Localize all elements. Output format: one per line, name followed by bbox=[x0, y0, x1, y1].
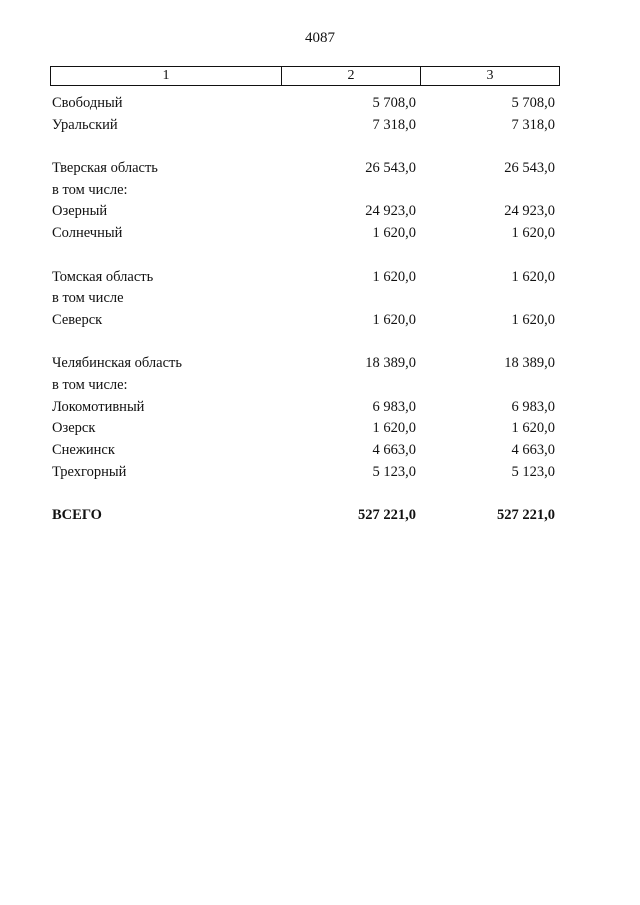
row-name: Снежинск bbox=[52, 442, 115, 458]
table-row bbox=[50, 180, 560, 202]
row-value-col3: 26 543,0 bbox=[504, 160, 555, 177]
row-value-col3: 1 620,0 bbox=[511, 420, 555, 437]
row-value-col3: 4 663,0 bbox=[511, 442, 555, 458]
table-row bbox=[50, 115, 560, 137]
table-body bbox=[50, 93, 560, 527]
row-name: Озерск bbox=[52, 420, 96, 437]
row-value-col2: 26 543,0 bbox=[365, 160, 416, 177]
header-col-1: 1 bbox=[51, 67, 282, 85]
total-value-col3: 527 221,0 bbox=[497, 507, 555, 524]
row-name: в том числе: bbox=[52, 376, 128, 393]
table-row bbox=[50, 158, 560, 180]
row-name: в том числе: bbox=[52, 181, 128, 198]
table-row bbox=[50, 267, 560, 289]
table-row bbox=[50, 93, 560, 115]
row-value-col3: 24 923,0 bbox=[504, 203, 555, 220]
header-col-2: 2 bbox=[282, 67, 421, 85]
total-value-col2: 527 221,0 bbox=[358, 507, 416, 524]
table-header bbox=[50, 66, 560, 86]
row-value-col3: 6 983,0 bbox=[511, 398, 555, 415]
table-row bbox=[50, 310, 560, 332]
row-value-col2: 1 620,0 bbox=[372, 311, 416, 328]
table-row bbox=[50, 353, 560, 375]
row-name: Тверская область bbox=[52, 160, 158, 177]
table-row bbox=[50, 440, 560, 462]
table-row bbox=[50, 223, 560, 245]
page-number: 4087 bbox=[305, 30, 335, 46]
row-value-col2: 1 620,0 bbox=[372, 420, 416, 437]
row-value-col2: 5 708,0 bbox=[372, 95, 416, 111]
row-name: в том числе bbox=[52, 290, 124, 307]
row-value-col2: 1 620,0 bbox=[372, 225, 416, 242]
row-value-col2: 5 123,0 bbox=[372, 463, 416, 480]
row-value-col2: 4 663,0 bbox=[372, 442, 416, 458]
row-name: Трехгорный bbox=[52, 463, 127, 480]
row-name: Локомотивный bbox=[52, 398, 145, 415]
table-row bbox=[50, 397, 560, 419]
row-value-col2: 1 620,0 bbox=[372, 268, 416, 285]
row-spacer bbox=[50, 245, 560, 267]
row-name: Озерный bbox=[52, 203, 108, 220]
header-col-3: 3 bbox=[486, 68, 494, 83]
row-value-col3: 1 620,0 bbox=[511, 268, 555, 285]
table-row bbox=[50, 462, 560, 484]
row-value-col3: 5 708,0 bbox=[511, 95, 555, 111]
total-row bbox=[50, 505, 560, 527]
row-spacer bbox=[50, 136, 560, 158]
table-row bbox=[50, 201, 560, 223]
row-spacer bbox=[50, 332, 560, 354]
row-name: Уральский bbox=[52, 116, 118, 133]
row-value-col3: 7 318,0 bbox=[511, 116, 555, 133]
row-value-col3: 18 389,0 bbox=[504, 355, 555, 372]
row-value-col3: 5 123,0 bbox=[511, 463, 555, 480]
row-name: Северск bbox=[52, 311, 103, 328]
row-value-col3: 1 620,0 bbox=[511, 225, 555, 242]
row-value-col2: 6 983,0 bbox=[372, 398, 416, 415]
table-row bbox=[50, 418, 560, 440]
row-name: Челябинская область bbox=[52, 355, 182, 372]
row-name: Томская область bbox=[52, 268, 154, 285]
row-value-col2: 18 389,0 bbox=[365, 355, 416, 372]
table-row bbox=[50, 288, 560, 310]
table-row bbox=[50, 375, 560, 397]
row-value-col2: 24 923,0 bbox=[365, 203, 416, 220]
row-value-col2: 7 318,0 bbox=[372, 116, 416, 133]
row-spacer bbox=[50, 483, 560, 505]
row-name: Свободный bbox=[52, 95, 123, 111]
row-name: Солнечный bbox=[52, 225, 123, 242]
total-label: ВСЕГО bbox=[52, 507, 102, 524]
row-value-col3: 1 620,0 bbox=[511, 311, 555, 328]
